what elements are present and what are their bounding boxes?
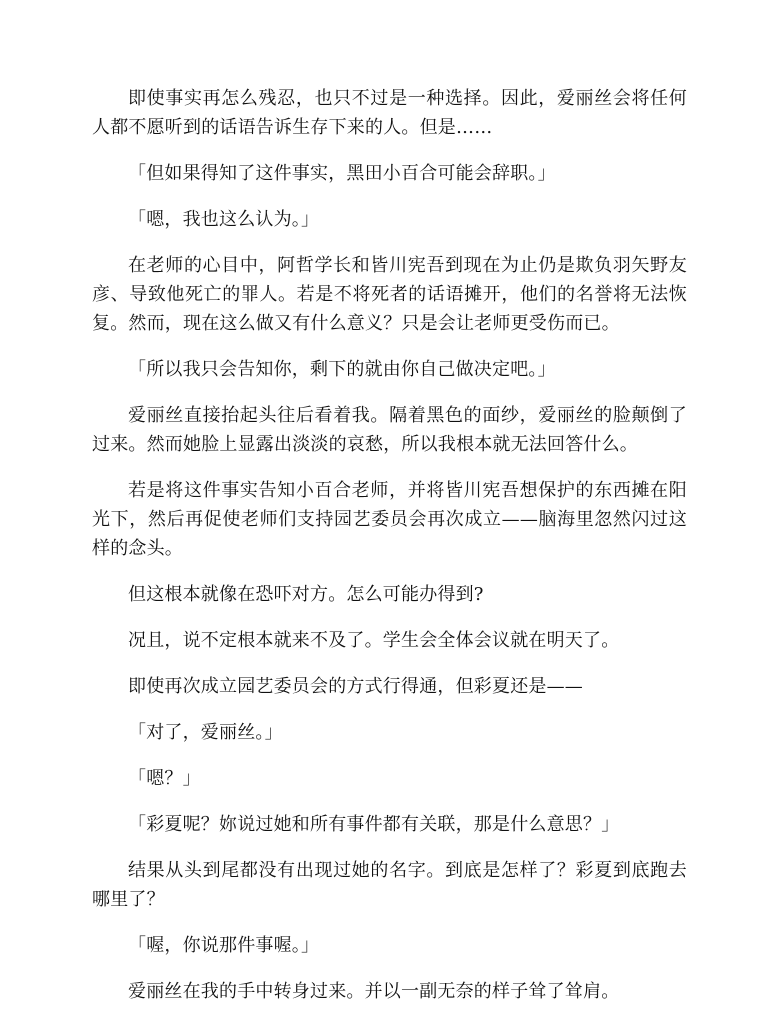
paragraph: 即使事实再怎么残忍，也只不过是一种选择。因此，爱丽丝会将任何人都不愿听到的话语告诉生存下来的人。但是……	[92, 88, 687, 138]
paragraph: 「所以我只会告知你，剩下的就由你自己做决定吧。」	[128, 359, 556, 380]
paragraph: 若是将这件事实告知小百合老师，并将皆川宪吾想保护的东西摊在阳光下，然后再促使老师们支持园艺委员会再次成立——脑海里忽然闪过这样的念头。	[92, 480, 687, 559]
paragraph: 「喔，你说那件事喔。」	[128, 935, 320, 956]
paragraph: 况且，说不定根本就来不及了。学生会全体会议就在明天了。	[128, 630, 620, 651]
paragraph: 「但如果得知了这件事实，黑田小百合可能会辞职。」	[128, 163, 556, 184]
paragraph: 结果从头到尾都没有出现过她的名字。到底是怎样了？彩夏到底跑去哪里了？	[92, 860, 687, 910]
paragraph: 「嗯，我也这么认为。」	[128, 209, 320, 230]
paragraph: 「对了，爱丽丝。」	[128, 722, 283, 743]
paragraph: 爱丽丝直接抬起头往后看着我。隔着黑色的面纱，爱丽丝的脸颠倒了过来。然而她脸上显露出淡淡的哀愁，所以我根本就无法回答什么。	[92, 405, 687, 455]
paragraph: 「嗯？」	[128, 768, 201, 789]
paragraph: 但这根本就像在恐吓对方。怎么可能办得到?	[128, 584, 484, 605]
paragraph: 在老师的心目中，阿哲学长和皆川宪吾到现在为止仍是欺负羽矢野友彦、导致他死亡的罪人。若是不将死者的话语摊开，他们的名誉将无法恢复。然而，现在这么做又有什么意义？只是会让老师更受伤而已。	[92, 255, 687, 334]
paragraph: 「彩夏呢？妳说过她和所有事件都有关联，那是什么意思？」	[128, 814, 620, 835]
paragraph: 爱丽丝在我的手中转身过来。并以一副无奈的样子耸了耸肩。	[128, 981, 620, 1002]
paragraph: 即使再次成立园艺委员会的方式行得通，但彩夏还是——	[128, 676, 583, 697]
document-page	[92, 84, 687, 1023]
